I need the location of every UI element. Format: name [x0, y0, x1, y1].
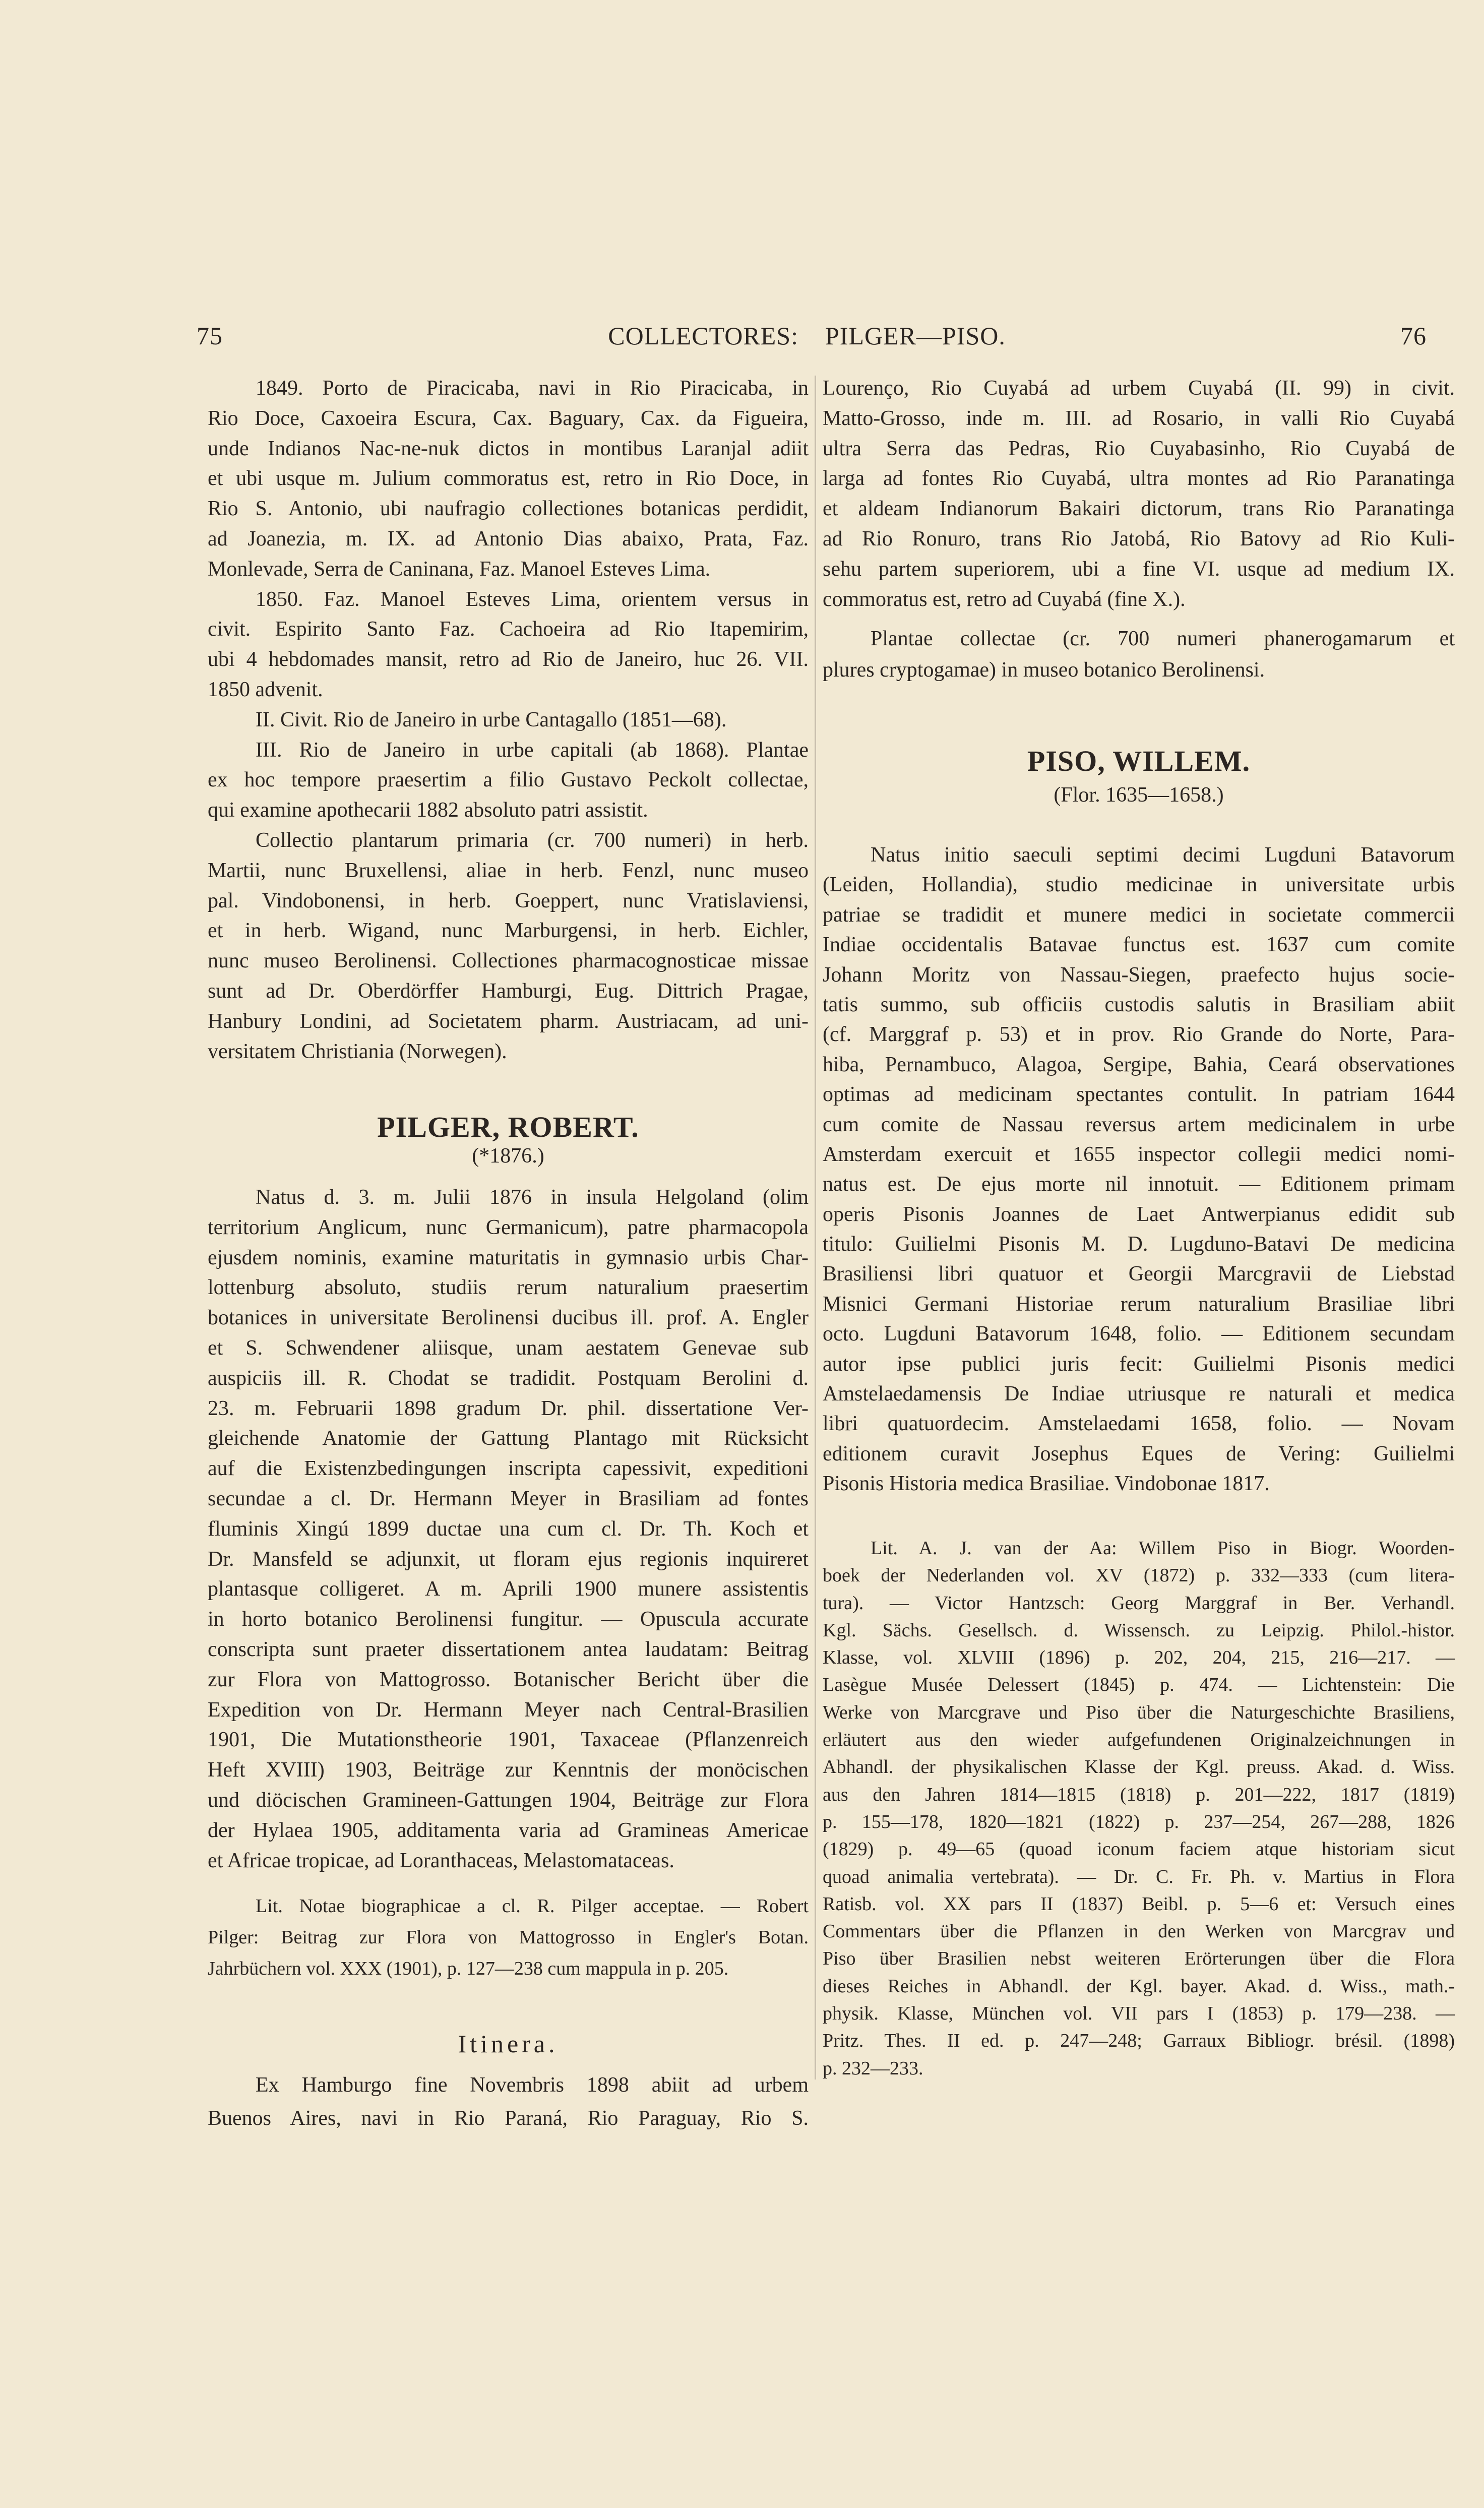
text-line: Jahrbüchern vol. XXX (1901), p. 127—238 cum mappula in p. 205.	[208, 1958, 729, 1979]
entry-dates-piso: (Flor. 1635—1658.)	[1054, 783, 1224, 807]
text-line: qui examine apothecarii 1882 absoluto patri assistit.	[208, 799, 648, 822]
paragraph	[208, 585, 809, 705]
text-line: Collectio plantarum primaria (cr. 700 numeri) in herb.	[256, 828, 809, 852]
text-line: Matto-Grosso, inde m. III. ad Rosario, in valli Rio Cuyabá	[823, 406, 1455, 430]
text-line: Indiae occidentalis Batavae functus est. 1637 cum comite	[823, 933, 1455, 957]
paragraph	[208, 1183, 809, 1876]
text-line: II. Civit. Rio de Janeiro in urbe Cantagallo (1851—68).	[256, 708, 727, 731]
text-line: aus den Jahren 1814—1815 (1818) p. 201—222, 1817 (1819)	[823, 1784, 1455, 1805]
text-line: Monlevade, Serra de Caninana, Faz. Manoel Esteves Lima.	[208, 557, 711, 581]
text-line: quoad animalia vertebrata). — Dr. C. Fr. Ph. v. Martius in Flora	[823, 1866, 1455, 1887]
entry-heading-piso: PISO, WILLEM.	[1027, 745, 1251, 777]
running-title-left: COLLECTORES:	[608, 322, 798, 350]
text-line: ejusdem nominis, examine maturitatis in gymnasio urbis Char-	[208, 1246, 809, 1269]
text-line: erläutert aus den wieder aufgefundenen Originalzeichnungen in	[823, 1729, 1455, 1751]
text-line: Johann Moritz von Nassau-Siegen, praefecto hujus socie-	[823, 963, 1455, 987]
text-line: natus est. De ejus morte nil innotuit. — Editionem primam	[823, 1173, 1455, 1196]
text-line: Hanbury Londini, ad Societatem pharm. Austriacam, ad uni-	[208, 1009, 809, 1033]
text-line: boek der Nederlanden vol. XV (1872) p. 332—333 (cum litera-	[823, 1565, 1455, 1586]
paragraph	[823, 374, 1455, 615]
text-line: versitatem Christiania (Norwegen).	[208, 1039, 507, 1063]
text-line: Amsterdam exercuit et 1655 inspector collegii medici nomi-	[823, 1142, 1455, 1166]
paragraph	[208, 1890, 809, 1984]
paragraph	[208, 374, 809, 585]
pilger-itinerary-continued	[823, 374, 1455, 615]
text-line: sunt ad Dr. Oberdörffer Hamburgi, Eug. Dittrich Pragae,	[208, 979, 809, 1003]
text-line: ex hoc tempore praesertim a filio Gustavo Peckolt collectae,	[208, 768, 809, 792]
pilger-literature	[208, 1890, 809, 1984]
text-line: Rio Doce, Caxoeira Escura, Cax. Baguary, Cax. da Figueira,	[208, 406, 809, 430]
text-line: 1849. Porto de Piracicaba, navi in Rio Piracicaba, in	[256, 377, 809, 400]
itinera-heading: Itinera.	[458, 2030, 559, 2058]
column-divider	[815, 376, 816, 2079]
page-number-left: 75	[197, 322, 223, 350]
text-line: Piso über Brasilien nebst weiteren Erörterungen über die Flora	[823, 1948, 1455, 1970]
text-line: Buenos Aires, navi in Rio Paraná, Rio Paraguay, Rio S.	[208, 2107, 809, 2130]
text-line: Amstelaedamensis De Indiae utriusque re naturali et medica	[823, 1382, 1455, 1406]
text-line: Ratisb. vol. XX pars II (1837) Beibl. p. 5—6 et: Versuch eines	[823, 1893, 1455, 1915]
text-line: Commentars über die Pflanzen in den Werken von Marcgrav und	[823, 1921, 1455, 1942]
paragraph	[208, 826, 809, 1067]
text-line: Lit. A. J. van der Aa: Willem Piso in Biogr. Woorden-	[871, 1538, 1455, 1559]
text-line: Natus d. 3. m. Julii 1876 in insula Helgoland (olim	[256, 1186, 809, 1209]
text-line: civit. Espirito Santo Faz. Cachoeira ad Rio Itapemirim,	[208, 618, 809, 641]
piso-literature	[823, 1535, 1455, 2082]
text-line: et Africae tropicae, ad Loranthaceas, Melastomataceas.	[208, 1849, 674, 1872]
text-line: ultra Serra das Pedras, Rio Cuyabasinho, Rio Cuyabá de	[823, 437, 1455, 460]
text-line: 1850. Faz. Manoel Esteves Lima, orientem versus in	[256, 587, 809, 611]
text-line: plures cryptogamae) in museo botanico Berolinensi.	[823, 658, 1265, 682]
text-line: p. 155—178, 1820—1821 (1822) p. 237—254, 267—288, 1826	[823, 1811, 1455, 1832]
text-line: et in herb. Wigand, nunc Marburgensi, in herb. Eichler,	[208, 919, 809, 943]
text-line: nunc museo Berolinensi. Collectiones pharmacognosticae missae	[208, 949, 809, 973]
page-number-right: 76	[1400, 322, 1427, 350]
text-line: (1829) p. 49—65 (quoad iconum faciem atque historiam sicut	[823, 1839, 1455, 1860]
text-line: III. Rio de Janeiro in urbe capitali (ab 1868). Plantae	[256, 738, 809, 762]
text-line: Plantae collectae (cr. 700 numeri phanerogamarum et	[871, 627, 1455, 650]
text-line: (Leiden, Hollandia), studio medicinae in universitate urbis	[823, 873, 1455, 897]
text-line: Brasiliensi libri quatuor et Georgii Marcgravii de Liebstad	[823, 1262, 1455, 1286]
text-line: Pisonis Historia medica Brasiliae. Vindobonae 1817.	[823, 1472, 1270, 1496]
text-line: Dr. Mansfeld se adjunxit, ut floram ejus regionis inquireret	[208, 1547, 809, 1571]
text-line: Expedition von Dr. Hermann Meyer nach Central-Brasilien	[208, 1698, 809, 1722]
text-line: commoratus est, retro ad Cuyabá (fine X.).	[823, 587, 1186, 611]
text-line: tura). — Victor Hantzsch: Georg Marggraf in Ber. Verhandl.	[823, 1592, 1455, 1614]
text-line: Werke von Marcgrave und Piso über die Naturgeschichte Brasiliens,	[823, 1701, 1455, 1723]
paragraph	[208, 705, 809, 736]
piso-biography	[823, 840, 1455, 1499]
text-line: fluminis Xingú 1899 ductae una cum cl. Dr. Th. Koch et	[208, 1517, 809, 1541]
text-line: optimas ad medicinam spectantes contulit. In patriam 1644	[823, 1083, 1455, 1107]
text-line: Lourenço, Rio Cuyabá ad urbem Cuyabá (II. 99) in civit.	[823, 377, 1455, 400]
text-line: Rio S. Antonio, ubi naufragio collectiones botanicas perdidit,	[208, 497, 809, 521]
text-line: der Hylaea 1905, additamenta varia ad Gramineas Americae	[208, 1818, 809, 1842]
text-line: Pilger: Beitrag zur Flora von Mattogrosso in Engler's Botan.	[208, 1927, 809, 1948]
text-line: Ex Hamburgo fine Novembris 1898 abiit ad urbem	[256, 2073, 809, 2097]
peckolt-itinerary-paragraphs	[208, 374, 809, 1067]
paragraph	[823, 840, 1455, 1499]
text-line: octo. Lugduni Batavorum 1648, folio. — Editionem secundam	[823, 1322, 1455, 1346]
text-line: 23. m. Februarii 1898 gradum Dr. phil. dissertatione Ver-	[208, 1396, 809, 1420]
paragraph	[823, 1535, 1455, 2082]
paragraph	[823, 623, 1455, 686]
paragraph	[208, 2068, 809, 2135]
text-line: plantasque colligeret. A m. Aprili 1900 munere assistentis	[208, 1577, 809, 1601]
text-line: Lasègue Musée Delessert (1845) p. 474. — Lichtenstein: Die	[823, 1674, 1455, 1696]
text-line: ad Joanezia, m. IX. ad Antonio Dias abaixo, Prata, Faz.	[208, 527, 809, 550]
text-line: zur Flora von Mattogrosso. Botanischer Bericht über die	[208, 1668, 809, 1691]
text-line: p. 232—233.	[823, 2057, 923, 2079]
text-line: gleichende Anatomie der Gattung Plantago mit Rücksicht	[208, 1427, 809, 1450]
text-line: (cf. Marggraf p. 53) et in prov. Rio Grande do Norte, Para-	[823, 1023, 1455, 1047]
text-line: operis Pisonis Joannes de Laet Antwerpianus edidit sub	[823, 1202, 1455, 1226]
text-line: libri quatuordecim. Amstelaedami 1658, folio. — Novam	[823, 1412, 1455, 1436]
text-line: Martii, nunc Bruxellensi, aliae in herb. Fenzl, nunc museo	[208, 859, 809, 882]
text-line: sehu partem superiorem, ubi a fine VI. usque ad medium IX.	[823, 557, 1455, 581]
text-line: ad Rio Ronuro, trans Rio Jatobá, Rio Batovy ad Rio Kuli-	[823, 527, 1455, 550]
text-line: territorium Anglicum, nunc Germanicum), patre pharmacopola	[208, 1215, 809, 1239]
text-line: unde Indianos Nac-ne-nuk dictos in montibus Laranjal adiit	[208, 437, 809, 460]
text-line: titulo: Guilielmi Pisonis M. D. Lugduno-Batavi De medicina	[823, 1233, 1455, 1256]
text-line: 1850 advenit.	[208, 678, 323, 701]
text-line: tatis summo, sub officiis custodis salutis in Brasiliam abiit	[823, 993, 1455, 1016]
text-line: et S. Schwendener aliisque, unam aestatem Genevae sub	[208, 1336, 809, 1360]
text-line: Misnici Germani Historiae rerum naturalium Brasiliae libri	[823, 1292, 1455, 1316]
text-line: in horto botanico Berolinensi fungitur. — Opuscula accurate	[208, 1608, 809, 1631]
text-line: et aldeam Indianorum Bakairi dictorum, trans Rio Paranatinga	[823, 497, 1455, 521]
pilger-biography	[208, 1183, 809, 1876]
text-line: secundae a cl. Dr. Hermann Meyer in Brasiliam ad fontes	[208, 1487, 809, 1510]
text-line: dieses Reiches in Abhandl. der Kgl. bayer. Akad. d. Wiss., math.-	[823, 1975, 1455, 1997]
text-line: patriae se tradidit et munere medici in societate commercii	[823, 903, 1455, 927]
text-line: Pritz. Thes. II ed. p. 247—248; Garraux Bibliogr. brésil. (1898)	[823, 2030, 1455, 2052]
text-line: botanices in universitate Berolinensi ducibus ill. prof. A. Engler	[208, 1306, 809, 1330]
entry-dates-pilger: (*1876.)	[472, 1144, 544, 1168]
text-line: Heft XVIII) 1903, Beiträge zur Kenntnis der monöcischen	[208, 1758, 809, 1782]
text-line: et ubi usque m. Julium commoratus est, retro in Rio Doce, in	[208, 467, 809, 491]
text-line: Klasse, vol. XLVIII (1896) p. 202, 204, 215, 216—217. —	[823, 1647, 1455, 1669]
text-line: auspiciis ill. R. Chodat se tradidit. Postquam Berolini d.	[208, 1366, 809, 1390]
text-line: Kgl. Sächs. Gesellsch. d. Wissensch. zu Leipzig. Philol.-histor.	[823, 1619, 1455, 1641]
pilger-itinerary	[208, 2068, 809, 2135]
entry-heading-pilger: PILGER, ROBERT.	[377, 1111, 639, 1143]
text-line: Abhandl. der physikalischen Klasse der Kgl. preuss. Akad. d. Wiss.	[823, 1756, 1455, 1778]
text-line: Lit. Notae biographicae a cl. R. Pilger acceptae. — Robert	[256, 1895, 809, 1917]
text-line: pal. Vindobonensi, in herb. Goeppert, nunc Vratislaviensi,	[208, 889, 809, 912]
text-line: cum comite de Nassau reversus artem medicinalem in urbe	[823, 1113, 1455, 1136]
text-line: Natus initio saeculi septimi decimi Lugduni Batavorum	[871, 843, 1455, 867]
pilger-collections	[823, 623, 1455, 686]
text-line: conscripta sunt praeter dissertationem antea laudatam: Beitrag	[208, 1637, 809, 1661]
text-line: und diöcischen Gramineen-Gattungen 1904, Beiträge zur Flora	[208, 1788, 809, 1812]
running-title-right: PILGER—PISO.	[825, 322, 1006, 350]
text-line: physik. Klasse, München vol. VII pars I (1853) p. 179—238. —	[823, 2003, 1455, 2025]
text-line: autor ipse publici juris fecit: Guilielmi Pisonis medici	[823, 1352, 1455, 1376]
text-line: hiba, Pernambuco, Alagoa, Sergipe, Bahia, Ceará observationes	[823, 1053, 1455, 1076]
text-line: editionem curavit Josephus Eques de Vering: Guilielmi	[823, 1442, 1455, 1465]
text-line: larga ad fontes Rio Cuyabá, ultra montes ad Rio Paranatinga	[823, 467, 1455, 491]
text-line: lottenburg absoluto, studiis rerum naturalium praesertim	[208, 1276, 809, 1300]
text-line: 1901, Die Mutationstheorie 1901, Taxaceae (Pflanzenreich	[208, 1728, 809, 1752]
paragraph	[208, 736, 809, 826]
text-line: ubi 4 hebdomades mansit, retro ad Rio de Janeiro, huc 26. VII.	[208, 648, 809, 671]
text-line: auf die Existenzbedingungen inscripta capessivit, expeditioni	[208, 1457, 809, 1481]
